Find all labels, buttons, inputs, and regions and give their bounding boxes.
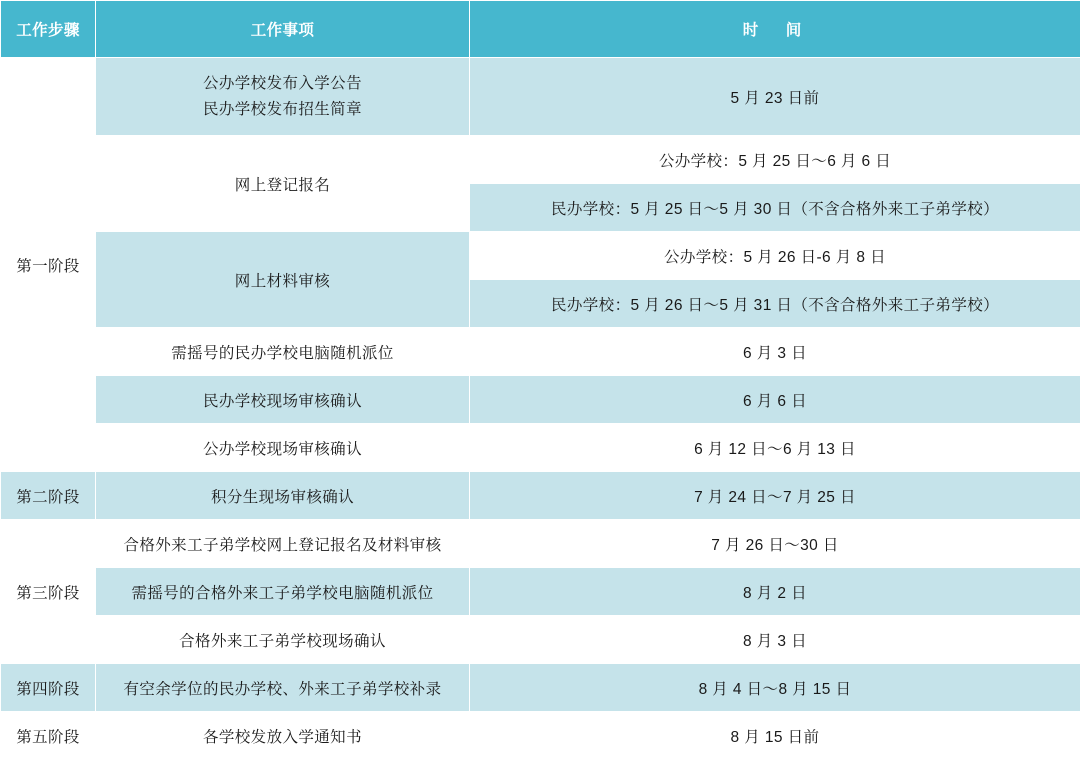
table-row [1, 424, 1080, 472]
item-cell: 民办学校现场审核确认 [96, 376, 470, 424]
phase-cell-1: 第一阶段 [1, 58, 96, 472]
time-cell: 8 月 3 日 [470, 616, 1080, 664]
time-cell: 5 月 23 日前 [470, 58, 1080, 136]
table-row [1, 520, 1080, 568]
phase-cell-4: 第四阶段 [1, 664, 96, 712]
item-line-2: 民办学校发布招生简章 [102, 97, 463, 123]
time-cell: 8 月 2 日 [470, 568, 1080, 616]
time-cell: 6 月 6 日 [470, 376, 1080, 424]
table-row [1, 472, 1080, 520]
column-header-step: 工作步骤 [1, 1, 96, 58]
item-cell: 网上材料审核 [96, 232, 470, 328]
phase-cell-5: 第五阶段 [1, 712, 96, 760]
table-row [1, 712, 1080, 760]
time-cell: 7 月 24 日～7 月 25 日 [470, 472, 1080, 520]
column-header-time: 时 间 [470, 1, 1080, 58]
item-cell: 需摇号的民办学校电脑随机派位 [96, 328, 470, 376]
table-row [1, 376, 1080, 424]
item-cell: 需摇号的合格外来工子弟学校电脑随机派位 [96, 568, 470, 616]
phase-cell-3: 第三阶段 [1, 520, 96, 664]
table-header-row [1, 1, 1080, 58]
time-cell: 6 月 3 日 [470, 328, 1080, 376]
item-cell: 网上登记报名 [96, 136, 470, 232]
time-cell-public: 公办学校：5 月 26 日-6 月 8 日 [470, 232, 1080, 280]
column-header-item: 工作事项 [96, 1, 470, 58]
table-header [1, 1, 1080, 58]
table-row [1, 568, 1080, 616]
table-row [1, 616, 1080, 664]
time-cell: 6 月 12 日～6 月 13 日 [470, 424, 1080, 472]
item-cell: 公办学校现场审核确认 [96, 424, 470, 472]
time-cell: 8 月 15 日前 [470, 712, 1080, 760]
time-cell: 7 月 26 日～30 日 [470, 520, 1080, 568]
item-cell [96, 58, 470, 136]
table-row [1, 58, 1080, 136]
table-row [1, 664, 1080, 712]
item-line-1: 公办学校发布入学公告 [102, 71, 463, 97]
phase-cell-2: 第二阶段 [1, 472, 96, 520]
item-cell: 合格外来工子弟学校现场确认 [96, 616, 470, 664]
item-cell: 合格外来工子弟学校网上登记报名及材料审核 [96, 520, 470, 568]
table-row [1, 136, 1080, 184]
item-cell: 各学校发放入学通知书 [96, 712, 470, 760]
time-cell: 8 月 4 日～8 月 15 日 [470, 664, 1080, 712]
time-cell-public: 公办学校：5 月 25 日～6 月 6 日 [470, 136, 1080, 184]
time-cell-private: 民办学校：5 月 25 日～5 月 30 日（不含合格外来工子弟学校） [470, 184, 1080, 232]
table-row [1, 328, 1080, 376]
item-cell: 有空余学位的民办学校、外来工子弟学校补录 [96, 664, 470, 712]
table-body [1, 58, 1080, 760]
time-cell-private: 民办学校：5 月 26 日～5 月 31 日（不含合格外来工子弟学校） [470, 280, 1080, 328]
table-row [1, 232, 1080, 280]
item-cell: 积分生现场审核确认 [96, 472, 470, 520]
